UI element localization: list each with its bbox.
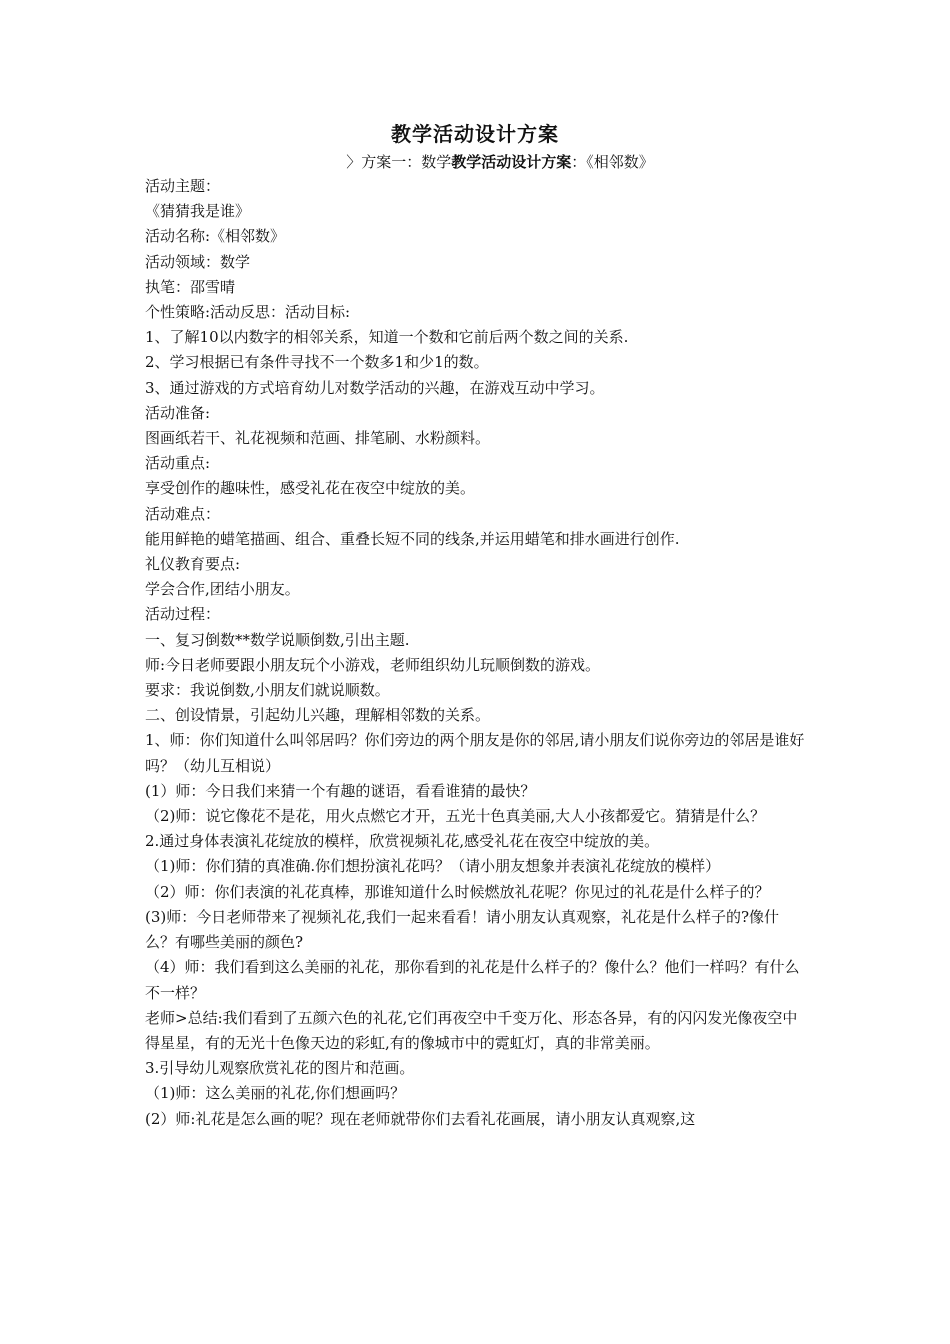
- paragraph: （1)师：你们猜的真准确.你们想扮演礼花吗？（请小朋友想象并表演礼花绽放的模样）: [145, 857, 721, 876]
- paragraph: 活动名称:《相邻数》: [145, 227, 286, 246]
- paragraph: 执笔：邵雪晴: [145, 277, 236, 296]
- subtitle-suffix: ：《相邻数》: [571, 153, 654, 171]
- paragraph: 享受创作的趣味性，感受礼花在夜空中绽放的美。: [145, 479, 476, 498]
- paragraph: 活动领域：数学: [145, 252, 251, 271]
- paragraph: 3.引导幼儿观察欣赏礼花的图片和范画。: [145, 1059, 415, 1078]
- paragraph: 图画纸若干、礼花视频和范画、排笔刷、水粉颜料。: [145, 429, 491, 448]
- paragraph: (3)师：今日老师带来了视频礼花,我们一起来看看！请小朋友认真观察，礼花是什么样子的?像什么？有哪些美丽的颜色?: [145, 907, 780, 952]
- document-body: [145, 174, 807, 1132]
- paragraph: （2)师：说它像花不是花，用火点燃它才开，五光十色真美丽,大人小孩都爱它。猜猜是什么？: [145, 807, 766, 826]
- paragraph: 礼仪教育要点:: [145, 555, 241, 574]
- document-subtitle: [0, 150, 950, 174]
- paragraph: 活动准备:: [145, 403, 211, 422]
- paragraph: 活动过程：: [145, 605, 221, 624]
- paragraph: 3、通过游戏的方式培育幼儿对数学活动的兴趣，在游戏互动中学习。: [145, 378, 605, 397]
- paragraph: 1、了解10以内数字的相邻关系，知道一个数和它前后两个数之间的关系.: [145, 328, 629, 347]
- document-title: 教学活动设计方案: [391, 122, 559, 146]
- paragraph: （2）师：你们表演的礼花真棒，那谁知道什么时候燃放礼花呢？你见过的礼花是什么样子的？: [145, 882, 770, 901]
- paragraph: 2、学习根据已有条件寻找不一个数多1和少1的数。: [145, 353, 489, 372]
- paragraph: 老师>总结:我们看到了五颜六色的礼花,它们再夜空中千变万化、形态各异，有的闪闪发光像夜空中得星星，有的无光十色像天边的彩虹,有的像城市中的霓虹灯，真的非常美丽。: [145, 1008, 798, 1052]
- subtitle-bold-text: 教学活动设计方案: [451, 153, 572, 171]
- paragraph: 2.通过身体表演礼花绽放的模样，欣赏视频礼花,感受礼花在夜空中绽放的美。: [145, 832, 660, 851]
- paragraph: 能用鲜艳的蜡笔描画、组合、重叠长短不同的线条,并运用蜡笔和排水画进行创作.: [145, 529, 680, 548]
- paragraph: （1)师：这么美丽的礼花,你们想画吗？: [145, 1084, 406, 1103]
- paragraph: (2）师:礼花是怎么画的呢？现在老师就带你们去看礼花画展，请小朋友认真观察,这: [145, 1109, 696, 1128]
- paragraph: 学会合作,团结小朋友。: [145, 580, 300, 599]
- paragraph: 师:今日老师要跟小朋友玩个小游戏，老师组织幼儿玩顺倒数的游戏。: [145, 655, 601, 674]
- subtitle-prefix: 〉方案一：数学: [346, 153, 452, 171]
- paragraph: 一、复习倒数**数学说顺倒数,引出主题.: [145, 630, 410, 649]
- paragraph: 要求：我说倒数,小朋友们就说顺数。: [145, 681, 390, 700]
- paragraph: （4）师：我们看到这么美丽的礼花，那你看到的礼花是什么样子的？像什么？他们一样吗？有什么不一样？: [145, 958, 800, 1002]
- paragraph: 活动重点:: [145, 454, 211, 473]
- paragraph: 1、师：你们知道什么叫邻居吗？你们旁边的两个朋友是你的邻居,请小朋友们说你旁边的邻居是谁好吗？（幼儿互相说）: [145, 731, 805, 775]
- paragraph: (1）师：今日我们来猜一个有趣的谜语，看看谁猜的最快？: [145, 781, 536, 800]
- paragraph: 活动主题：: [145, 177, 221, 195]
- paragraph: 个性策略:活动反思：活动目标:: [145, 303, 351, 322]
- paragraph: 《猜猜我是谁》: [145, 202, 251, 221]
- paragraph: 二、创设情景，引起幼儿兴趣，理解相邻数的关系。: [145, 706, 491, 725]
- paragraph: 活动难点：: [145, 504, 221, 523]
